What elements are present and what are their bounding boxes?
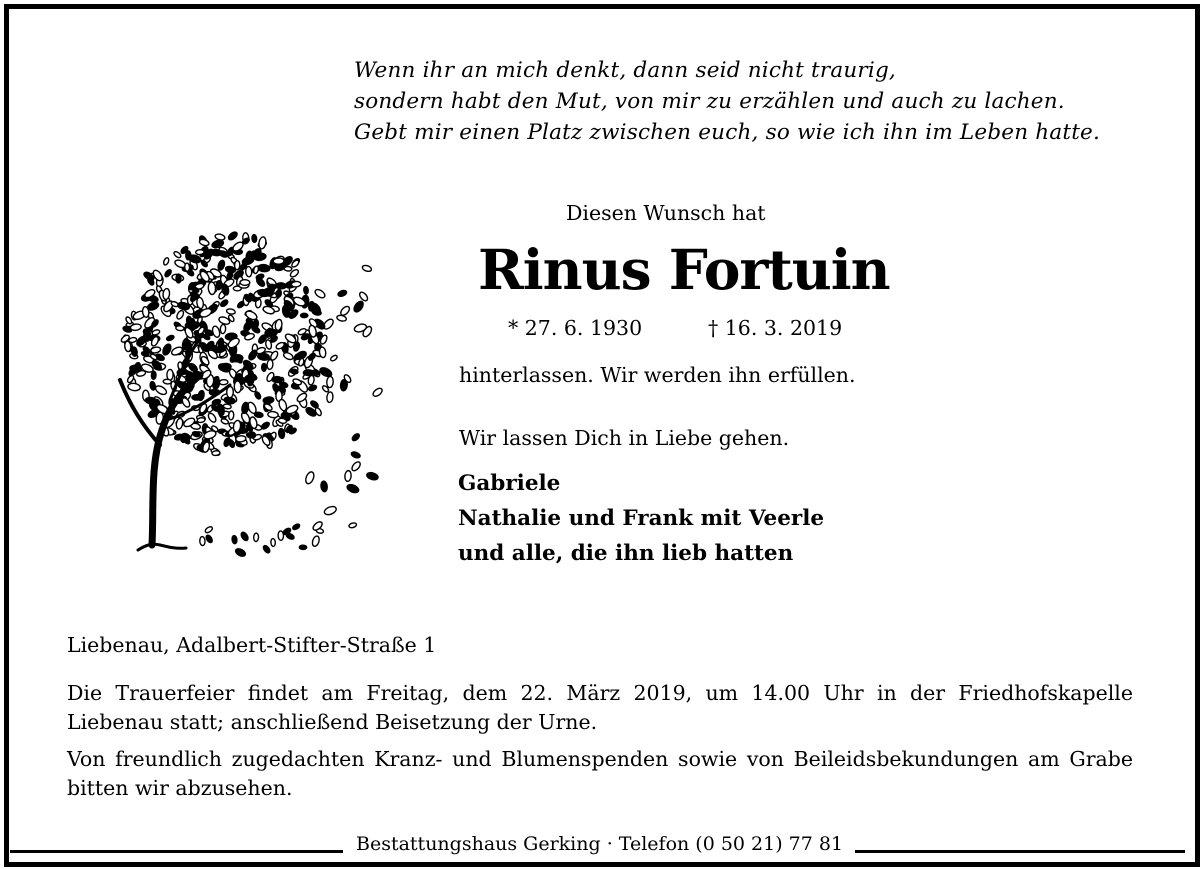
quote-line-2: sondern habt den Mut, von mir zu erzählen und auch zu lachen. [354,89,1065,114]
leaf [263,396,274,403]
leaf [267,359,274,369]
leaf [220,418,229,425]
leaf [278,399,288,412]
leaf [216,281,222,290]
leaf [284,266,292,271]
leaf [164,269,173,278]
farewell-text: Wir lassen Dich in Liebe gehen. [459,426,790,450]
leaf [200,536,206,545]
leaf [220,324,226,334]
leaf [167,369,173,380]
funeral-home-footer: Bestattungshaus Gerking · Telefon (0 50 21) 77 81 [356,833,844,855]
leaf [304,471,315,485]
mourner-line-3: und alle, die ihn lieb hatten [458,541,794,566]
intro-text: Diesen Wunsch hat [566,201,766,225]
leaf [337,289,347,297]
leaf [320,481,327,492]
mourners-list [458,466,824,571]
leaf [176,418,184,430]
leaf [212,450,221,456]
leaf [131,347,138,357]
leaf [241,402,249,414]
leaf [326,376,333,388]
leaf [184,263,189,271]
leaf [231,354,244,362]
leaf [303,286,308,294]
leaf [176,309,185,320]
leaf [154,384,168,396]
leaf [163,257,170,266]
leaf [207,412,217,424]
leaf [291,281,301,287]
leaf [350,460,361,472]
leaf [350,451,360,459]
leaf [247,349,258,361]
leaf [265,329,278,337]
leaf [196,249,205,254]
leaf [352,300,365,314]
tree-illustration [90,215,390,565]
leaf [344,470,351,481]
leaf [262,363,267,371]
mourner-line-1: Gabriele [458,471,561,496]
leaf [346,483,360,494]
memorial-quote [354,55,1100,148]
address: Liebenau, Adalbert-Stifter-Straße 1 [67,633,437,657]
donation-note: Von freundlich zugedachten Kranz- und Blumenspenden sowie von Beileidsbekundungen am Grabe bitten wir abzusehen. [67,747,1133,800]
footer-rule-left [10,850,343,853]
leaf [257,264,270,272]
leaf [170,346,183,357]
leaf [339,305,351,317]
birth-date: * 27. 6. 1930 [508,316,643,340]
leaf [372,387,384,398]
mourner-line-2: Nathalie und Frank mit Veerle [458,506,825,531]
leaf [227,230,238,241]
death-date: † 16. 3. 2019 [708,316,843,340]
leaf [278,418,287,424]
leaf [273,258,284,265]
quote-line-3: Gebt mir einen Platz zwischen euch, so wie ich ihn im Leben hatte. [354,120,1101,145]
leaf [192,395,202,401]
leaf [234,261,240,270]
leaf [217,260,226,271]
leaf [176,325,185,331]
quote-line-1: Wenn ihr an mich denkt, dann seid nicht traurig, [354,58,896,83]
leaf [299,545,307,549]
leaf [219,379,228,384]
leaf [197,417,205,423]
leaf [277,289,282,296]
footer-rule-right [855,850,1185,853]
leaf [235,435,246,442]
leaf [351,433,361,442]
leaf [151,371,156,379]
leaf [204,526,213,534]
leaf [303,370,313,376]
leaf [358,291,369,302]
leaf [166,334,175,341]
leaf [254,391,262,400]
leaf [205,534,214,543]
leaf [161,343,172,356]
leaf [268,284,277,289]
leaf [272,376,283,383]
leaf [228,411,234,420]
leaves-group [120,230,383,557]
leaf [245,266,252,277]
leaf [240,531,250,542]
leaf [176,274,181,283]
leaf [211,325,221,338]
leaf [234,547,246,558]
leaf [314,288,327,300]
leaf [309,302,322,315]
leaf [307,352,316,361]
leaf [234,381,241,393]
leaf [362,264,373,272]
leaf [199,238,210,246]
leaf [292,523,301,531]
leaf [348,522,357,528]
leaf [240,280,250,286]
leaf [366,471,379,481]
leaf [278,428,285,439]
leaf [239,427,248,433]
leaf [253,533,258,542]
deceased-name: Rinus Fortuin [478,237,890,302]
leaf [252,234,257,242]
leaf [258,236,267,249]
leaf [311,535,320,547]
funeral-info: Die Trauerfeier findet am Freitag, dem 22. März 2019, um 14.00 Uhr in der Friedhofskapelle Liebenau statt; anschließend Beisetzung der Urne. [67,681,1133,734]
wish-fulfill-text: hinterlassen. Wir werden ihn erfüllen. [459,363,856,387]
leaf [163,379,172,384]
leaf [330,354,338,362]
leaf [208,282,216,295]
leaf [220,299,229,308]
leaf [323,505,337,516]
leaf [255,273,264,280]
leaf [283,351,295,361]
leaf [268,411,279,418]
leaf [246,432,256,438]
leaf [226,308,236,315]
leaf [276,283,287,290]
leaf [149,381,155,390]
leaf [128,383,141,392]
leaf [308,384,317,391]
leaf [301,313,308,317]
leaf [326,392,333,403]
leaf [124,341,131,352]
leaf [232,535,238,544]
leaf [262,544,271,554]
leaf [271,538,276,546]
leaf [253,266,259,274]
